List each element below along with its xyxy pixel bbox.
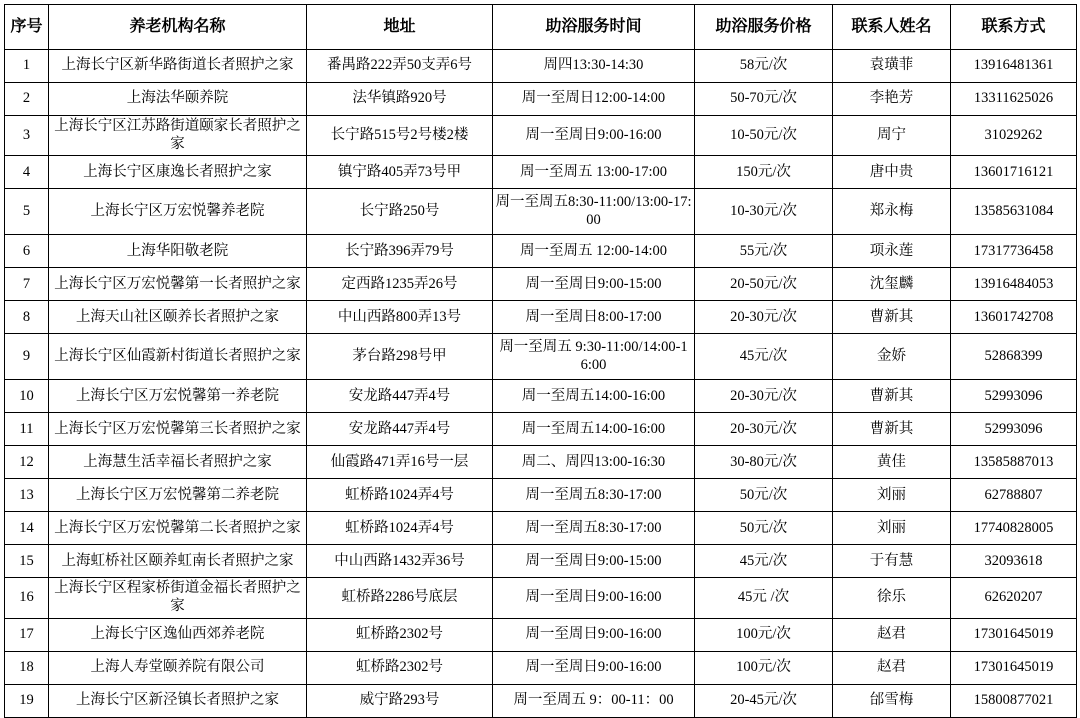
cell-institution-name: 上海长宁区万宏悦馨第一养老院 xyxy=(49,380,307,413)
cell-index: 8 xyxy=(5,301,49,334)
cell-service-price: 150元/次 xyxy=(695,156,833,189)
cell-contact-name: 邰雪梅 xyxy=(833,684,951,717)
cell-institution-name: 上海天山社区颐养长者照护之家 xyxy=(49,301,307,334)
cell-service-time: 周一至周日9:00-15:00 xyxy=(493,545,695,578)
column-header-address: 地址 xyxy=(307,5,493,50)
table-row xyxy=(5,618,1077,651)
cell-service-price: 30-80元/次 xyxy=(695,446,833,479)
column-header-service-time: 助浴服务时间 xyxy=(493,5,695,50)
cell-contact-phone: 52868399 xyxy=(951,334,1077,380)
cell-service-price: 100元/次 xyxy=(695,651,833,684)
cell-service-time: 周一至周日9:00-16:00 xyxy=(493,651,695,684)
cell-service-price: 20-50元/次 xyxy=(695,268,833,301)
cell-address: 虹桥路2302号 xyxy=(307,618,493,651)
table-row xyxy=(5,651,1077,684)
cell-service-price: 45元/次 xyxy=(695,334,833,380)
cell-service-price: 50元/次 xyxy=(695,479,833,512)
cell-contact-phone: 13916484053 xyxy=(951,268,1077,301)
cell-service-time: 周一至周日9:00-16:00 xyxy=(493,618,695,651)
cell-contact-name: 郑永梅 xyxy=(833,189,951,235)
cell-contact-name: 袁璜菲 xyxy=(833,50,951,83)
cell-service-price: 58元/次 xyxy=(695,50,833,83)
cell-service-price: 20-45元/次 xyxy=(695,684,833,717)
cell-index: 6 xyxy=(5,235,49,268)
table-row xyxy=(5,301,1077,334)
cell-address: 仙霞路471弄16号一层 xyxy=(307,446,493,479)
cell-address: 茅台路298号甲 xyxy=(307,334,493,380)
cell-index: 10 xyxy=(5,380,49,413)
cell-service-price: 10-50元/次 xyxy=(695,116,833,156)
cell-index: 4 xyxy=(5,156,49,189)
cell-service-price: 50元/次 xyxy=(695,512,833,545)
cell-index: 9 xyxy=(5,334,49,380)
cell-contact-phone: 13311625026 xyxy=(951,83,1077,116)
cell-contact-phone: 17740828005 xyxy=(951,512,1077,545)
cell-service-time: 周一至周五8:30-11:00/13:00-17:00 xyxy=(493,189,695,235)
cell-institution-name: 上海法华颐养院 xyxy=(49,83,307,116)
cell-index: 18 xyxy=(5,651,49,684)
cell-address: 虹桥路2286号底层 xyxy=(307,578,493,618)
cell-service-time: 周一至周日9:00-16:00 xyxy=(493,116,695,156)
cell-contact-name: 于有慧 xyxy=(833,545,951,578)
cell-contact-name: 赵君 xyxy=(833,618,951,651)
cell-contact-phone: 31029262 xyxy=(951,116,1077,156)
cell-contact-phone: 15800877021 xyxy=(951,684,1077,717)
cell-contact-name: 刘丽 xyxy=(833,479,951,512)
table-row xyxy=(5,512,1077,545)
cell-contact-name: 曹新其 xyxy=(833,413,951,446)
cell-service-time: 周一至周五8:30-17:00 xyxy=(493,512,695,545)
cell-institution-name: 上海长宁区万宏悦馨第一长者照护之家 xyxy=(49,268,307,301)
cell-institution-name: 上海华阳敬老院 xyxy=(49,235,307,268)
table-row xyxy=(5,684,1077,717)
cell-address: 法华镇路920号 xyxy=(307,83,493,116)
cell-contact-name: 项永莲 xyxy=(833,235,951,268)
cell-address: 虹桥路1024弄4号 xyxy=(307,512,493,545)
table-row xyxy=(5,116,1077,156)
cell-service-time: 周一至周五14:00-16:00 xyxy=(493,380,695,413)
cell-contact-phone: 17317736458 xyxy=(951,235,1077,268)
cell-index: 2 xyxy=(5,83,49,116)
cell-service-time: 周一至周日9:00-15:00 xyxy=(493,268,695,301)
cell-index: 5 xyxy=(5,189,49,235)
cell-contact-name: 周宁 xyxy=(833,116,951,156)
cell-service-time: 周四13:30-14:30 xyxy=(493,50,695,83)
cell-service-time: 周一至周五 9:30-11:00/14:00-16:00 xyxy=(493,334,695,380)
cell-address: 长宁路515号2号楼2楼 xyxy=(307,116,493,156)
cell-address: 长宁路396弄79号 xyxy=(307,235,493,268)
cell-institution-name: 上海长宁区万宏悦馨第三长者照护之家 xyxy=(49,413,307,446)
cell-index: 14 xyxy=(5,512,49,545)
cell-address: 威宁路293号 xyxy=(307,684,493,717)
table-row xyxy=(5,50,1077,83)
cell-contact-name: 沈玺麟 xyxy=(833,268,951,301)
cell-address: 中山西路800弄13号 xyxy=(307,301,493,334)
cell-address: 虹桥路2302号 xyxy=(307,651,493,684)
cell-index: 16 xyxy=(5,578,49,618)
cell-institution-name: 上海人寿堂颐养院有限公司 xyxy=(49,651,307,684)
table-body xyxy=(5,50,1077,718)
cell-address: 长宁路250号 xyxy=(307,189,493,235)
cell-address: 镇宁路405弄73号甲 xyxy=(307,156,493,189)
cell-index: 11 xyxy=(5,413,49,446)
column-header-index: 序号 xyxy=(5,5,49,50)
cell-service-price: 45元 /次 xyxy=(695,578,833,618)
cell-institution-name: 上海长宁区江苏路街道颐家长者照护之家 xyxy=(49,116,307,156)
table-header-row xyxy=(5,5,1077,50)
cell-contact-phone: 52993096 xyxy=(951,380,1077,413)
cell-contact-name: 刘丽 xyxy=(833,512,951,545)
cell-service-time: 周一至周日12:00-14:00 xyxy=(493,83,695,116)
cell-contact-name: 黄佳 xyxy=(833,446,951,479)
cell-service-price: 55元/次 xyxy=(695,235,833,268)
table-row xyxy=(5,189,1077,235)
table-row xyxy=(5,446,1077,479)
cell-index: 19 xyxy=(5,684,49,717)
cell-institution-name: 上海虹桥社区颐养虹南长者照护之家 xyxy=(49,545,307,578)
cell-contact-phone: 32093618 xyxy=(951,545,1077,578)
cell-institution-name: 上海长宁区程家桥街道金福长者照护之家 xyxy=(49,578,307,618)
cell-service-time: 周一至周日9:00-16:00 xyxy=(493,578,695,618)
cell-service-time: 周一至周五 9：00-11：00 xyxy=(493,684,695,717)
table-row xyxy=(5,156,1077,189)
cell-contact-phone: 17301645019 xyxy=(951,618,1077,651)
cell-contact-phone: 17301645019 xyxy=(951,651,1077,684)
column-header-institution-name: 养老机构名称 xyxy=(49,5,307,50)
cell-service-price: 50-70元/次 xyxy=(695,83,833,116)
column-header-contact-phone: 联系方式 xyxy=(951,5,1077,50)
cell-index: 1 xyxy=(5,50,49,83)
cell-contact-phone: 13585631084 xyxy=(951,189,1077,235)
cell-service-time: 周一至周五14:00-16:00 xyxy=(493,413,695,446)
cell-contact-name: 曹新其 xyxy=(833,380,951,413)
table-row xyxy=(5,235,1077,268)
cell-service-price: 20-30元/次 xyxy=(695,301,833,334)
table-row xyxy=(5,83,1077,116)
cell-address: 安龙路447弄4号 xyxy=(307,413,493,446)
cell-contact-phone: 62788807 xyxy=(951,479,1077,512)
cell-service-time: 周一至周日8:00-17:00 xyxy=(493,301,695,334)
cell-contact-name: 金娇 xyxy=(833,334,951,380)
cell-index: 7 xyxy=(5,268,49,301)
table-row xyxy=(5,268,1077,301)
cell-institution-name: 上海长宁区逸仙西郊养老院 xyxy=(49,618,307,651)
cell-index: 17 xyxy=(5,618,49,651)
table-row xyxy=(5,380,1077,413)
column-header-contact-name: 联系人姓名 xyxy=(833,5,951,50)
cell-contact-phone: 13601716121 xyxy=(951,156,1077,189)
table-row xyxy=(5,545,1077,578)
cell-institution-name: 上海长宁区仙霞新村街道长者照护之家 xyxy=(49,334,307,380)
cell-contact-name: 曹新其 xyxy=(833,301,951,334)
cell-address: 安龙路447弄4号 xyxy=(307,380,493,413)
cell-contact-name: 徐乐 xyxy=(833,578,951,618)
cell-service-price: 10-30元/次 xyxy=(695,189,833,235)
cell-index: 12 xyxy=(5,446,49,479)
cell-contact-name: 赵君 xyxy=(833,651,951,684)
cell-institution-name: 上海长宁区康逸长者照护之家 xyxy=(49,156,307,189)
cell-institution-name: 上海长宁区万宏悦馨第二养老院 xyxy=(49,479,307,512)
cell-institution-name: 上海长宁区万宏悦馨养老院 xyxy=(49,189,307,235)
cell-service-time: 周一至周五 13:00-17:00 xyxy=(493,156,695,189)
cell-service-time: 周一至周五8:30-17:00 xyxy=(493,479,695,512)
table-row xyxy=(5,578,1077,618)
cell-service-price: 100元/次 xyxy=(695,618,833,651)
cell-address: 虹桥路1024弄4号 xyxy=(307,479,493,512)
cell-institution-name: 上海慧生活幸福长者照护之家 xyxy=(49,446,307,479)
cell-service-price: 20-30元/次 xyxy=(695,380,833,413)
table-row xyxy=(5,413,1077,446)
cell-contact-phone: 13585887013 xyxy=(951,446,1077,479)
cell-index: 15 xyxy=(5,545,49,578)
cell-contact-phone: 52993096 xyxy=(951,413,1077,446)
cell-service-price: 45元/次 xyxy=(695,545,833,578)
cell-service-time: 周二、周四13:00-16:30 xyxy=(493,446,695,479)
cell-index: 3 xyxy=(5,116,49,156)
cell-contact-name: 李艳芳 xyxy=(833,83,951,116)
cell-contact-phone: 13601742708 xyxy=(951,301,1077,334)
cell-address: 中山西路1432弄36号 xyxy=(307,545,493,578)
cell-service-time: 周一至周五 12:00-14:00 xyxy=(493,235,695,268)
cell-index: 13 xyxy=(5,479,49,512)
cell-contact-phone: 62620207 xyxy=(951,578,1077,618)
cell-address: 定西路1235弄26号 xyxy=(307,268,493,301)
cell-address: 番禺路222弄50支弄6号 xyxy=(307,50,493,83)
cell-service-price: 20-30元/次 xyxy=(695,413,833,446)
cell-contact-name: 唐中贵 xyxy=(833,156,951,189)
cell-institution-name: 上海长宁区新华路街道长者照护之家 xyxy=(49,50,307,83)
cell-institution-name: 上海长宁区新泾镇长者照护之家 xyxy=(49,684,307,717)
column-header-service-price: 助浴服务价格 xyxy=(695,5,833,50)
table-row xyxy=(5,479,1077,512)
table-row xyxy=(5,334,1077,380)
cell-contact-phone: 13916481361 xyxy=(951,50,1077,83)
elderly-care-bathing-service-table xyxy=(4,4,1077,718)
cell-institution-name: 上海长宁区万宏悦馨第二长者照护之家 xyxy=(49,512,307,545)
